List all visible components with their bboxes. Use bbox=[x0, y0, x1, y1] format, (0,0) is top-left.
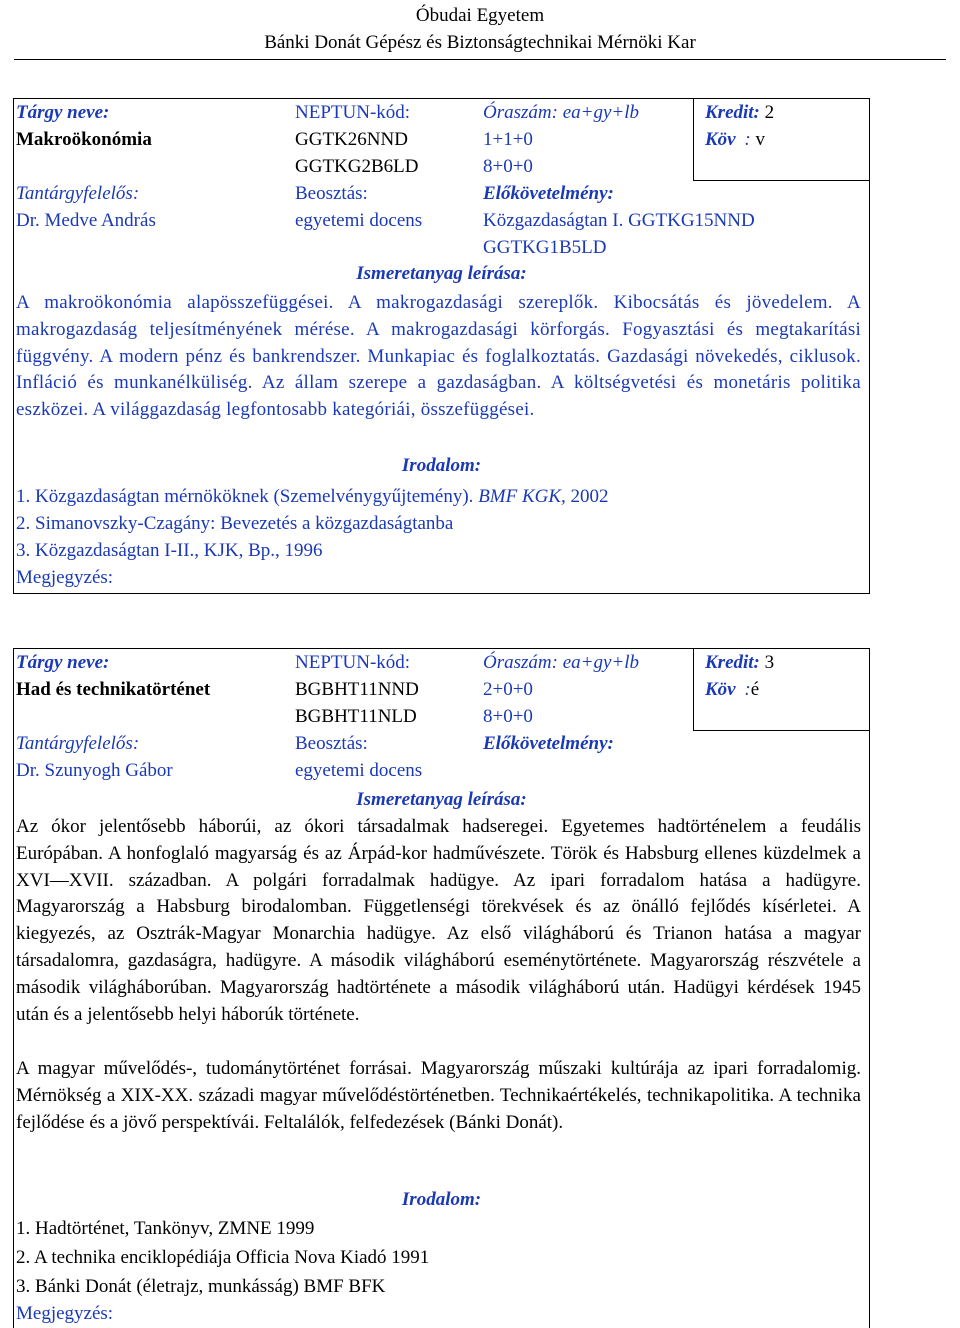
credit-value: 3 bbox=[764, 652, 775, 673]
hours-label: Óraszám: bbox=[483, 102, 558, 123]
responsible-name: Dr. Szunyogh Gábor bbox=[16, 760, 173, 781]
hours-suffix: ea+gy+lb bbox=[562, 652, 639, 673]
neptun-code-2: GGTKG2B6LD bbox=[295, 156, 419, 177]
kov-separator: : bbox=[744, 679, 751, 700]
course-card-makrookonomia bbox=[13, 98, 870, 594]
subject-name-label: Tárgy neve: bbox=[16, 102, 110, 123]
neptun-code-1: GGTK26NND bbox=[295, 129, 408, 150]
hours-value-2: 8+0+0 bbox=[483, 706, 533, 727]
kov-label: Köv bbox=[705, 679, 736, 700]
responsible-label: Tantárgyfelelős: bbox=[16, 733, 140, 754]
literature-item-1: 1. Hadtörténet, Tankönyv, ZMNE 1999 bbox=[16, 1218, 315, 1239]
credit-box-left-border bbox=[693, 98, 694, 180]
subject-name: Had és technikatörténet bbox=[16, 679, 211, 700]
card-left-border bbox=[13, 648, 14, 1328]
literature-item-1: 1. Közgazdaságtan mérnököknek (Szemelvénygyűjtemény). BMF KGK, 2002 bbox=[16, 486, 609, 507]
prerequisite-label: Előkövetelmény: bbox=[483, 733, 614, 754]
neptun-label: NEPTUN-kód: bbox=[295, 102, 411, 123]
description-text-2: A magyar művelődés-, tudománytörténet forrásai. Magyarország műszaki kultúrája az ipari forradalomig. Mérnökség a XIX-XX. századi magyar művelődéstörténetben. Technikaértékelés, technikapolitika. A technika fejlődése és a jövő perspektívái. Feltalálók, felfedezések (Bánki Donát). bbox=[16, 1058, 861, 1133]
position-value: egyetemi docens bbox=[295, 760, 423, 781]
literature-item-3: 3. Közgazdaságtan I-II., KJK, Bp., 1996 bbox=[16, 540, 323, 561]
card-top-border bbox=[13, 98, 870, 99]
credit-box-bottom-border bbox=[693, 730, 870, 731]
notes-label: Megjegyzés: bbox=[16, 1303, 114, 1324]
card-top-border bbox=[13, 648, 870, 649]
literature-heading: Irodalom: bbox=[401, 455, 482, 476]
card-left-border bbox=[13, 98, 14, 594]
course-card-had-es-technikatortenet bbox=[13, 648, 870, 1328]
literature-item-2: 2. Simanovszky-Czagány: Bevezetés a közgazdaságtanba bbox=[16, 513, 454, 534]
hours-suffix: ea+gy+lb bbox=[562, 102, 639, 123]
responsible-name: Dr. Medve András bbox=[16, 210, 156, 231]
neptun-label: NEPTUN-kód: bbox=[295, 652, 411, 673]
university-name: Óbudai Egyetem bbox=[415, 5, 545, 26]
hours-value-2: 8+0+0 bbox=[483, 156, 533, 177]
description-heading: Ismeretanyag leírása: bbox=[356, 789, 527, 810]
subject-name: Makroökonómia bbox=[16, 129, 152, 150]
literature-item-3: 3. Bánki Donát (életrajz, munkásság) BMF BFK bbox=[16, 1276, 386, 1297]
credit-label: Kredit: bbox=[705, 652, 760, 673]
faculty-name: Bánki Donát Gépész és Biztonságtechnikai Mérnöki Kar bbox=[264, 32, 696, 53]
responsible-label: Tantárgyfelelős: bbox=[16, 183, 140, 204]
prerequisite-value-2: GGTKG1B5LD bbox=[483, 237, 607, 258]
literature-heading: Irodalom: bbox=[401, 1189, 482, 1210]
neptun-code-2: BGBHT11NLD bbox=[295, 706, 417, 727]
prerequisite-label: Előkövetelmény: bbox=[483, 183, 614, 204]
header-divider bbox=[14, 59, 946, 60]
description-text: A makroökonómia alapösszefüggései. A makrogazdasági szereplők. Kibocsátás és jövedelem. A makrogazdaság teljesítményének mérése. A makrogazdasági körforgás. Fogyasztási és megtakarítási függvény. A modern pénz és bankrendszer. Munkapiac és foglalkoztatás. Gazdasági növekedés, ciklusok. Infláció és munkanélküliség. Az állam szerepe a gazdaságban. A költségvetési és monetáris politika eszközei. A világgazdaság legfontosabb kategóriái, összefüggései. bbox=[16, 292, 861, 421]
literature-item-2: 2. A technika enciklopédiája Officia Nova Kiadó 1991 bbox=[16, 1247, 430, 1268]
position-value: egyetemi docens bbox=[295, 210, 423, 231]
hours-label: Óraszám: bbox=[483, 652, 558, 673]
notes-label: Megjegyzés: bbox=[16, 567, 114, 588]
prerequisite-value-1: Közgazdaságtan I. GGTKG15NND bbox=[483, 210, 755, 231]
hours-value-1: 2+0+0 bbox=[483, 679, 533, 700]
credit-box-bottom-border bbox=[693, 180, 870, 181]
credit-box-left-border bbox=[693, 648, 694, 730]
kov-label: Köv bbox=[705, 129, 736, 150]
subject-name-label: Tárgy neve: bbox=[16, 652, 110, 673]
neptun-code-1: BGBHT11NND bbox=[295, 679, 419, 700]
description-heading: Ismeretanyag leírása: bbox=[356, 263, 527, 284]
position-label: Beosztás: bbox=[295, 183, 368, 204]
position-label: Beosztás: bbox=[295, 733, 368, 754]
kov-separator: : bbox=[744, 129, 751, 150]
kov-value: é bbox=[750, 679, 760, 700]
credit-value: 2 bbox=[764, 102, 775, 123]
description-text-1: Az ókor jelentősebb háborúi, az ókori társadalmak hadseregei. Egyetemes hadtörténelem a feudális Európában. A honfoglaló magyarság és az Árpád-kor hadművészete. Török és Habsburg ellenes küzdelmek a XVI—XVII. században. A polgári forradalmak hadügye. Az ipari forradalom hatása a hadügyre. Magyarország a Habsburg birodalomban. Függetlenségi törekvések és az önálló fejlődés kísérletei. A kiegyezés, az Osztrák-Magyar Monarchia hadügye. Az első világháború és Trianon hatása a magyar társadalomra, gazdaságra, hadügyre. A második világháború eseménytörténete. Magyarország részvétele a második világháborúban. Magyarország hadtörténete a második világháború után. Hadügyi kérdések 1945 után és a jelentősebb helyi háborúk története. bbox=[16, 816, 861, 1025]
kov-value: v bbox=[755, 129, 765, 150]
hours-value-1: 1+1+0 bbox=[483, 129, 533, 150]
credit-label: Kredit: bbox=[705, 102, 760, 123]
